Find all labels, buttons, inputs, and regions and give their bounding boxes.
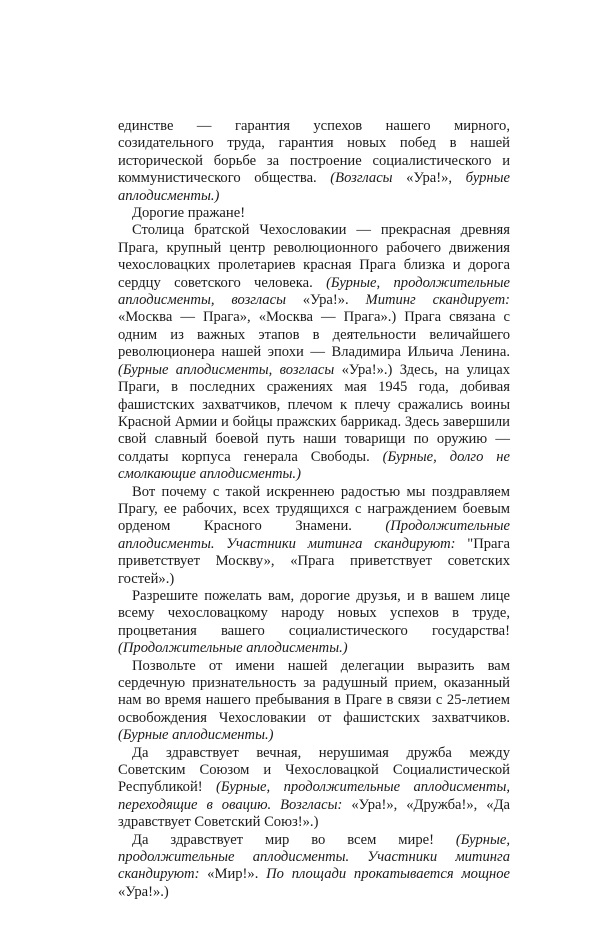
paragraph-1	[118, 205, 510, 222]
italic-remark: (Бурные, продолжительные аплодисменты. Участники митинга скандируют:	[118, 831, 510, 883]
paragraph-6	[118, 745, 510, 832]
text-segment: «Москва — Прага», «Москва — Прага».) Прага связана с одним из важных этапов в деятельности величайшего революционера нашей эпохи — Владимира Ильича Ленина.	[118, 309, 510, 361]
document-page	[118, 118, 510, 901]
italic-remark: (Бурные, продолжительные аплодисменты, переходящие в овацию. Возгласы:	[118, 779, 510, 813]
italic-remark: По площади прокатывается мощное	[266, 866, 510, 883]
paragraph-3	[118, 484, 510, 588]
text-segment: Позвольте от имени нашей делегации выразить вам сердечную признательность за радушный прием, оказанный нам во время нашего пребывания в Праге в связи с 25-летием освобождения Чехословакии от фашистских захватчиков.	[118, 657, 510, 726]
italic-remark: (Бурные аплодисменты.)	[118, 727, 274, 744]
text-segment: Разрешите пожелать вам, дорогие друзья, и в вашем лице всему чехословацкому народу новых успехов в труде, процветания вашего социалистического государства!	[118, 587, 510, 639]
italic-remark: бурные аплодисменты.)	[118, 170, 511, 204]
text-segment: «Ура!», «Дружба!», «Да здравствует Советский Союз!».)	[118, 796, 510, 831]
text-segment: Дорогие пражане!	[132, 205, 246, 222]
italic-remark: (Продолжительные аплодисменты. Участники митинга скандируют:	[118, 518, 510, 552]
italic-remark: (Бурные, продолжительные аплодисменты, возгласы	[118, 274, 511, 309]
italic-remark: (Продолжительные аплодисменты.)	[118, 640, 348, 657]
paragraph-2	[118, 222, 510, 483]
italic-remark: (Бурные аплодисменты, возгласы	[118, 361, 342, 378]
text-segment: Вот почему с такой искреннею радостью мы поздравляем Прагу, ее рабочих, всех трудящихся с награждением боевым орденом Красного Знамени.	[118, 483, 510, 535]
text-segment: Столица братской Чехословакии — прекрасная древняя Прага, крупный центр революционного рабочего движения чехословацких пролетариев красная Прага близка и дорога сердцу советского человека.	[118, 222, 510, 291]
paragraph-4	[118, 588, 510, 658]
text-segment: «Мир!».	[207, 866, 267, 883]
text-segment: Да здравствует мир во всем мире!	[132, 831, 456, 848]
text-segment: «Ура!».)	[118, 883, 169, 900]
italic-remark: (Бурные, долго не смолкающие аплодисменты.)	[118, 448, 510, 483]
text-segment: «Ура!»,	[406, 170, 466, 187]
paragraph-0	[118, 118, 510, 205]
text-segment: единстве — гарантия успехов нашего мирного, созидательного труда, гарантия новых побед в нашей исторической борьбе за построение социалистического и коммунистического общества.	[118, 118, 510, 187]
text-segment: «Ура!».	[302, 292, 366, 309]
italic-remark: Митинг скандирует:	[365, 292, 510, 309]
paragraph-5	[118, 658, 510, 745]
text-segment: "Прага приветствует Москву», «Прага приветствует советских гостей».)	[118, 535, 510, 587]
italic-remark: (Возгласы	[330, 170, 407, 187]
text-segment: «Ура!».) Здесь, на улицах Праги, в последних сражениях мая 1945 года, добивая фашистских захватчиков, плечом к плечу сражались воины Красной Армии и бойцы пражских баррикад. Здесь завершили свой славный боевой путь наши товарищи по оружию — солдаты корпуса генерала Свободы.	[118, 361, 510, 465]
paragraph-7	[118, 832, 510, 902]
text-segment: Да здравствует вечная, нерушимая дружба между Советским Союзом и Чехословацкой Социалистической Республикой!	[118, 744, 510, 796]
